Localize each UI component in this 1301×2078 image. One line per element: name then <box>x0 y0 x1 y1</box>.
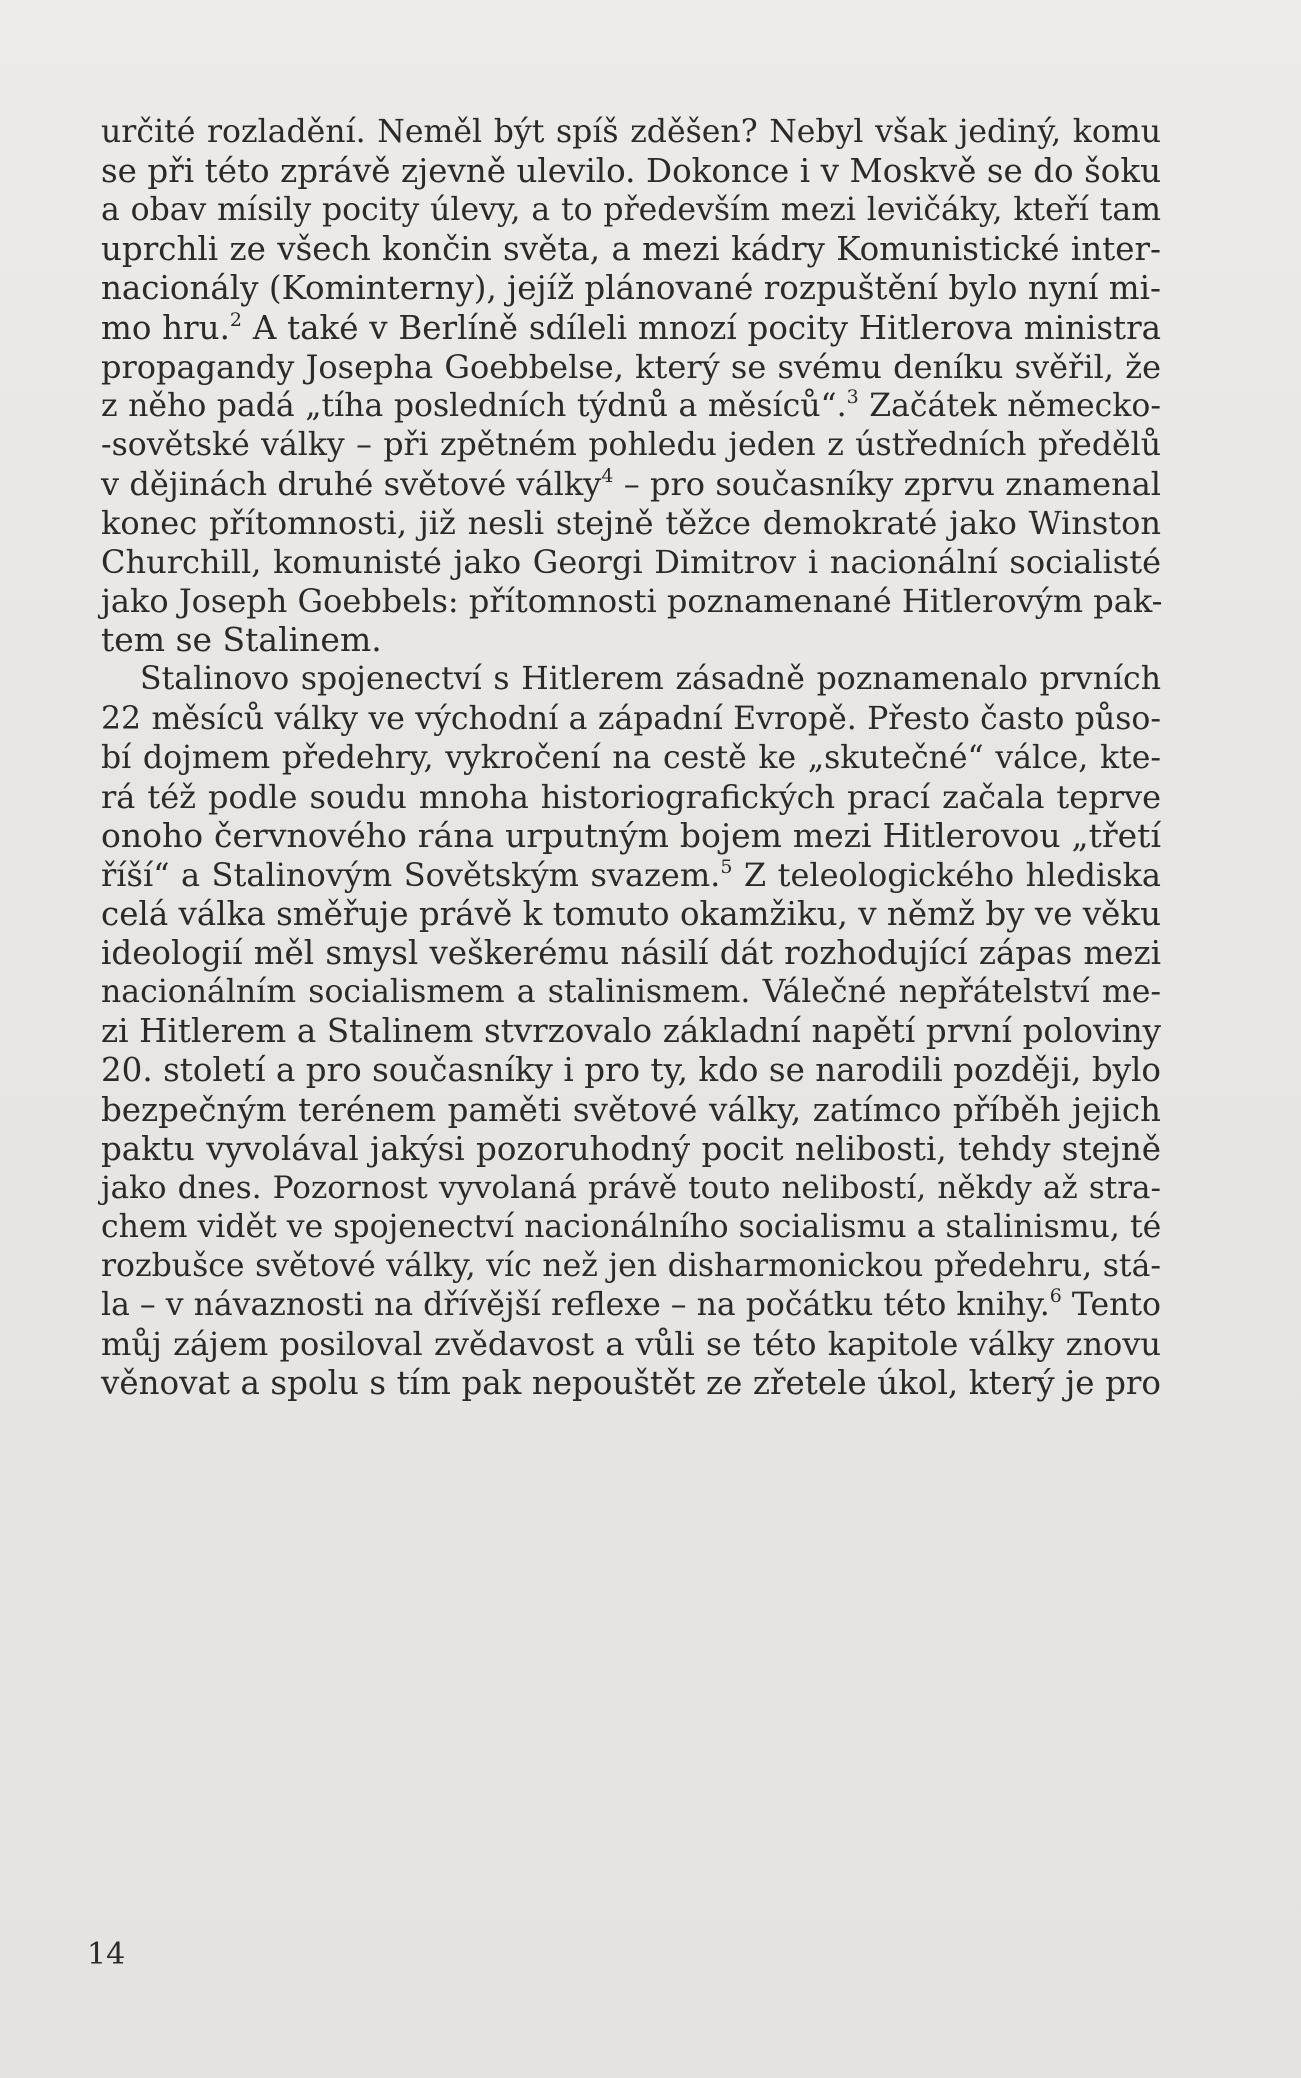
text-line <box>101 777 1161 817</box>
text-line-content: nacionálním socialismem a stalinismem. Válečné nepřátelství me- <box>101 974 1161 1011</box>
text-line-content: 20. století a pro současníky i pro ty, kdo se narodili později, bylo <box>101 1051 1161 1090</box>
text-line-continuation: Z teleologického hlediska <box>732 855 1162 894</box>
text-line <box>101 1363 1161 1403</box>
text-line <box>101 347 1161 387</box>
text-line-content: onoho červnového rána urputným bojem mezi Hitlerovou „třetí <box>101 815 1161 855</box>
text-line-content: jako Joseph Goebbels: přítomnosti poznamenané Hitlerovým pak- <box>101 582 1163 621</box>
text-line-continuation: A také v Berlíně sdíleli mnozí pocity Hitlerova ministra <box>242 308 1161 347</box>
footnote-reference: 3 <box>846 385 859 408</box>
text-line <box>101 542 1161 582</box>
text-line-content: z něho padá „tíha posledních týdnů a měsíců“. <box>101 387 847 424</box>
text-line-content: určité rozladění. Neměl být spíš zděšen? Nebyl však jediný, komu <box>101 114 1161 150</box>
text-line <box>101 1168 1161 1208</box>
text-line-content: -sovětské války – při zpětném pohledu jeden z ústředních předělů <box>101 426 1161 463</box>
text-line <box>101 816 1161 856</box>
text-line <box>101 972 1161 1012</box>
text-line-content: rá též podle soudu mnoha historiografických prací začala teprve <box>101 777 1161 816</box>
text-line <box>101 1285 1161 1325</box>
text-line-content: jako dnes. Pozornost vyvolaná právě touto nelibostí, někdy až stra- <box>101 1169 1161 1206</box>
footnote-reference: 4 <box>601 464 614 487</box>
text-line-continuation: Začátek německo- <box>858 387 1161 424</box>
text-line-continuation: Tento <box>1061 1287 1161 1323</box>
text-line <box>101 464 1161 504</box>
text-line <box>101 699 1161 739</box>
text-line-content: můj zájem posiloval zvědavost a vůli se této kapitole války znovu <box>101 1325 1161 1364</box>
text-line-content: konec přítomnosti, již nesli stejně těžce demokraté jako Winston <box>101 504 1161 542</box>
text-line <box>101 503 1161 543</box>
text-line-content: la – v návaznosti na dřívější reflexe – na počátku této knihy. <box>101 1287 1050 1323</box>
text-line-content: Stalinovo spojenectví s Hitlerem zásadně poznamenalo prvních <box>140 661 1161 698</box>
text-line-content: paktu vyvolával jakýsi pozoruhodný pocit nelibosti, tehdy stejně <box>101 1129 1161 1168</box>
footnote-reference: 2 <box>229 308 243 331</box>
text-line <box>101 1050 1161 1090</box>
text-line-content: nacionály (Kominterny), jejíž plánované rozpuštění bylo nyní mi- <box>101 269 1161 308</box>
text-line <box>101 229 1161 269</box>
text-line <box>101 738 1161 778</box>
text-line <box>101 894 1161 934</box>
text-line-content: uprchli ze všech končin světa, a mezi kádry Komunistické inter- <box>101 230 1161 269</box>
text-line <box>101 855 1161 895</box>
text-line-content: celá válka směřuje právě k tomuto okamžiku, v němž by ve věku <box>101 895 1161 933</box>
text-line <box>101 933 1161 973</box>
text-line <box>140 659 1161 699</box>
text-line <box>101 620 1161 660</box>
text-line-content: bezpečným terénem paměti světové války, zatímco příběh jejich <box>101 1090 1161 1129</box>
text-line-content: mo hru. <box>101 308 230 347</box>
text-line-content: zi Hitlerem a Stalinem stvrzovalo základní napětí první poloviny <box>101 1012 1161 1051</box>
text-line-content: bí dojmem předehry, vykročení na cestě ke „skutečné“ válce, kte- <box>101 739 1161 776</box>
text-line-continuation: – pro současníky zprvu znamenal <box>613 464 1162 503</box>
text-line <box>101 1246 1161 1286</box>
text-line-content: v dějinách druhé světové války <box>101 464 602 503</box>
text-line <box>101 1129 1161 1169</box>
text-line <box>101 1011 1161 1051</box>
text-line <box>101 190 1161 230</box>
text-line-content: věnovat a spolu s tím pak nepouštět ze zřetele úkol, který je pro <box>101 1364 1161 1403</box>
text-line <box>101 1207 1161 1247</box>
text-line <box>101 308 1161 348</box>
text-line <box>101 1324 1161 1364</box>
text-line-content: propagandy Josepha Goebbelse, který se svému deníku svěřil, že <box>101 347 1161 386</box>
page-number: 14 <box>87 1937 126 1972</box>
text-line-content: ideologií měl smysl veškerému násilí dát rozhodující zápas mezi <box>101 934 1161 973</box>
text-line <box>101 112 1161 152</box>
text-line <box>101 1090 1161 1130</box>
footnote-reference: 6 <box>1049 1285 1062 1307</box>
text-line-content: se při této zprávě zjevně ulevilo. Dokonce i v Moskvě se do šoku <box>101 152 1161 191</box>
text-line-content: říší“ a Stalinovým Sovětským svazem. <box>101 855 721 894</box>
footnote-reference: 5 <box>720 855 733 878</box>
text-line-content: Churchill, komunisté jako Georgi Dimitrov i nacionální socialisté <box>101 543 1161 582</box>
text-line-content: 22 měsíců války ve východní a západní Evropě. Přesto často půso- <box>101 700 1161 737</box>
text-line-content: a obav mísily pocity úlevy, a to především mezi levičáky, kteří tam <box>101 192 1161 229</box>
text-line <box>101 151 1161 191</box>
text-line <box>101 425 1161 465</box>
text-line <box>101 268 1161 308</box>
text-line-content: rozbušce světové války, víc než jen disharmonickou předehru, stá- <box>101 1247 1161 1284</box>
text-line <box>101 386 1161 426</box>
text-line <box>101 581 1161 621</box>
text-line-content: tem se Stalinem. <box>101 620 382 660</box>
text-line-content: chem vidět ve spojenectví nacionálního socialismu a stalinismu, té <box>101 1208 1162 1245</box>
